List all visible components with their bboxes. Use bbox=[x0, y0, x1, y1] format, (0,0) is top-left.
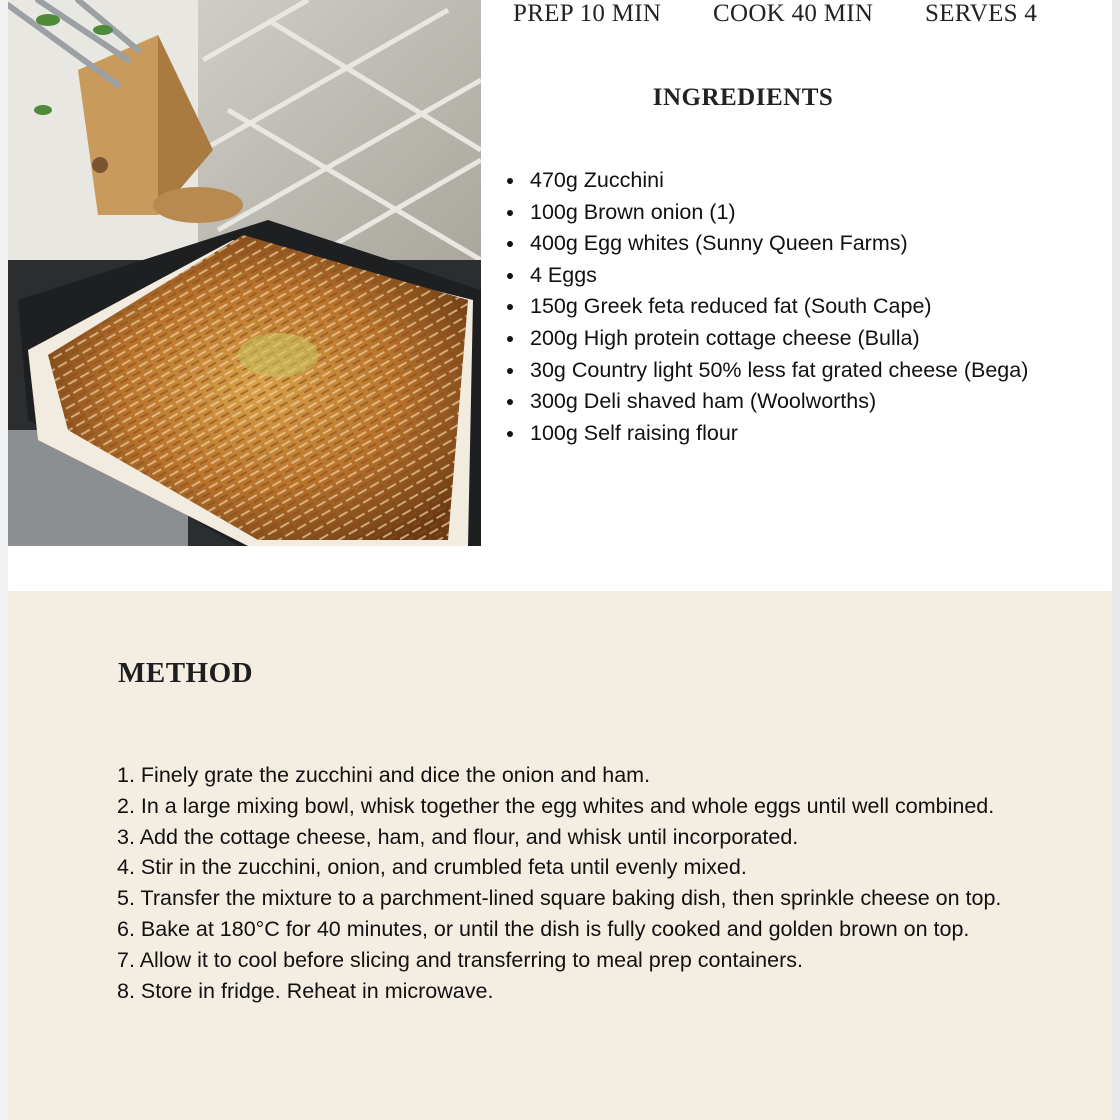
ingredient-item: 470g Zucchini bbox=[504, 165, 1028, 197]
ingredients-heading: INGREDIENTS bbox=[652, 84, 834, 111]
ingredient-item: 30g Country light 50% less fat grated cheese (Bega) bbox=[504, 355, 1028, 387]
ingredient-item: 150g Greek feta reduced fat (South Cape) bbox=[504, 291, 1028, 323]
method-step: 8. Store in fridge. Reheat in microwave. bbox=[117, 978, 494, 1003]
prep-time: PREP 10 MIN bbox=[513, 0, 662, 27]
method-step: 6. Bake at 180°C for 40 minutes, or until the dish is fully cooked and golden brown on top. bbox=[117, 916, 970, 941]
ingredient-item: 100g Brown onion (1) bbox=[504, 197, 1028, 229]
method-step: 7. Allow it to cool before slicing and transferring to meal prep containers. bbox=[117, 947, 803, 972]
ingredient-item: 400g Egg whites (Sunny Queen Farms) bbox=[504, 228, 1028, 260]
cook-time: COOK 40 MIN bbox=[713, 0, 874, 27]
servings: SERVES 4 bbox=[925, 0, 1038, 27]
method-steps bbox=[117, 760, 1067, 1006]
method-step: 2. In a large mixing bowl, whisk together the egg whites and whole eggs until well combined. bbox=[117, 793, 995, 818]
ingredient-item: 4 Eggs bbox=[504, 260, 1028, 292]
method-step: 3. Add the cottage cheese, ham, and flour, and whisk until incorporated. bbox=[117, 824, 799, 849]
recipe-page bbox=[8, 0, 1112, 1120]
recipe-photo bbox=[8, 0, 481, 546]
method-step: 4. Stir in the zucchini, onion, and crumbled feta until evenly mixed. bbox=[117, 855, 747, 880]
ingredients-list bbox=[504, 165, 1028, 449]
method-heading: METHOD bbox=[118, 657, 254, 689]
page-edge-right bbox=[1112, 0, 1120, 1120]
ingredient-item: 200g High protein cottage cheese (Bulla) bbox=[504, 323, 1028, 355]
page-edge-left bbox=[0, 0, 8, 1120]
method-step: 5. Transfer the mixture to a parchment-lined square baking dish, then sprinkle cheese on top. bbox=[117, 886, 1002, 911]
method-section bbox=[8, 591, 1112, 1120]
ingredient-item: 100g Self raising flour bbox=[504, 418, 1028, 450]
method-step: 1. Finely grate the zucchini and dice the onion and ham. bbox=[117, 763, 651, 787]
ingredient-item: 300g Deli shaved ham (Woolworths) bbox=[504, 386, 1028, 418]
